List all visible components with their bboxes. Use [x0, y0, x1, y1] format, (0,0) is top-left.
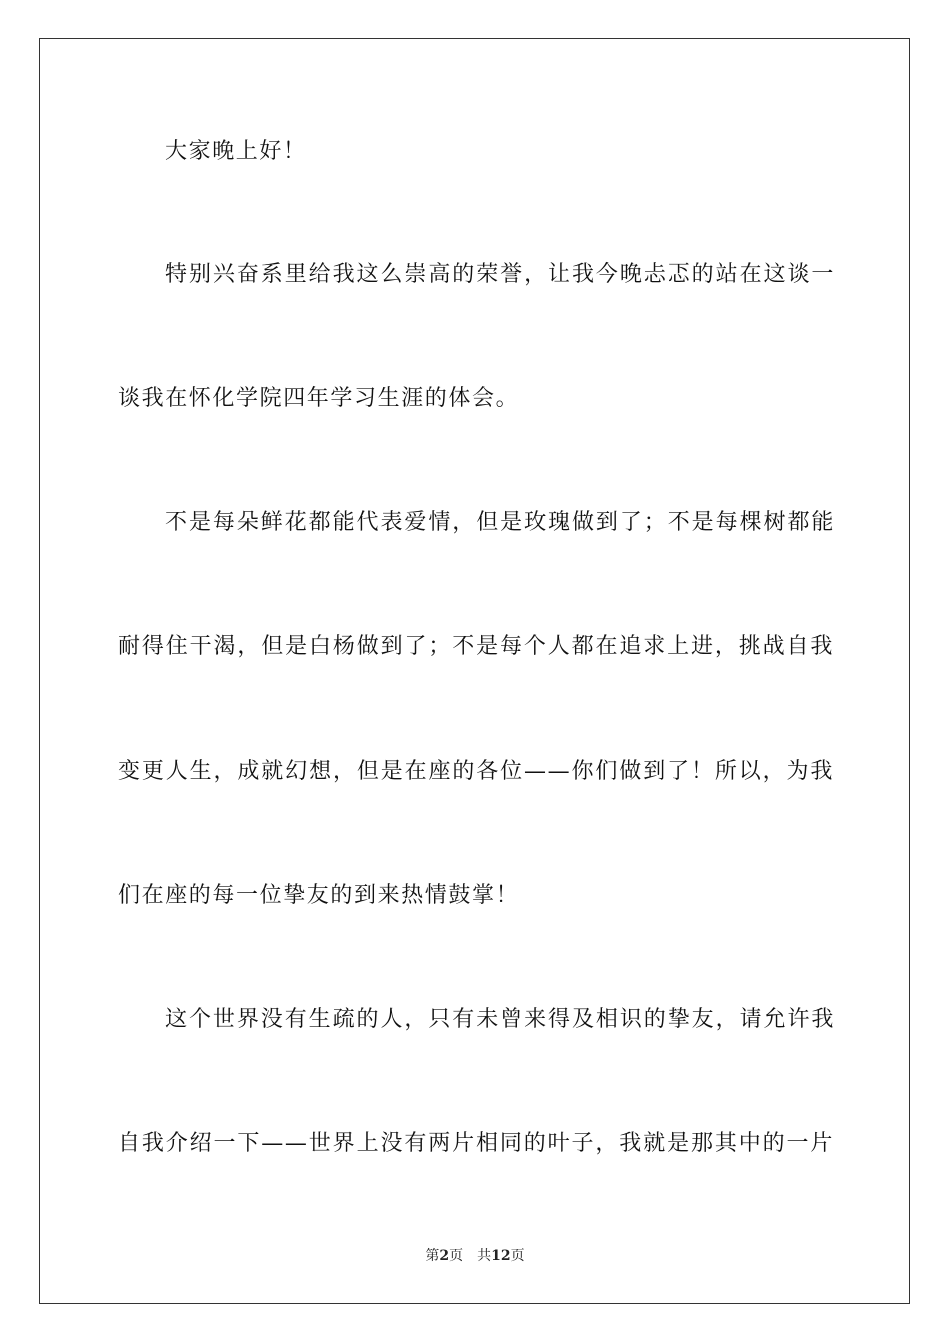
- paragraph-1-line-2: 谈我在怀化学院四年学习生涯的体会。: [118, 386, 520, 411]
- footer-page-suffix: 页: [449, 1248, 464, 1264]
- paragraph-3-line-1: 这个世界没有生疏的人，只有未曾来得及相识的挚友，请允许我: [165, 1007, 835, 1032]
- paragraph-2-line-3: 变更人生，成就幻想，但是在座的各位——你们做到了！所以，为我: [118, 759, 834, 784]
- footer-total-pages: 12: [491, 1248, 511, 1264]
- page-border: [39, 38, 910, 1304]
- paragraph-1-line-1: 特别兴奋系里给我这么崇高的荣誉，让我今晚忐忑的站在这谈一: [165, 262, 835, 287]
- footer-page-number: 2: [439, 1248, 450, 1264]
- footer-total-suffix: 页: [510, 1248, 525, 1264]
- paragraph-3-line-2: 自我介绍一下——世界上没有两片相同的叶子，我就是那其中的一片: [118, 1131, 834, 1156]
- page-footer: [0, 1247, 950, 1265]
- greeting-line: 大家晚上好！: [165, 139, 307, 164]
- paragraph-2-line-1: 不是每朵鲜花都能代表爱情，但是玫瑰做到了；不是每棵树都能: [165, 510, 835, 535]
- paragraph-2-line-4: 们在座的每一位挚友的到来热情鼓掌！: [118, 883, 520, 908]
- paragraph-2-line-2: 耐得住干渴，但是白杨做到了；不是每个人都在追求上进，挑战自我: [118, 634, 834, 659]
- footer-total-prefix: 共: [477, 1248, 492, 1264]
- footer-page-prefix: 第: [425, 1248, 440, 1264]
